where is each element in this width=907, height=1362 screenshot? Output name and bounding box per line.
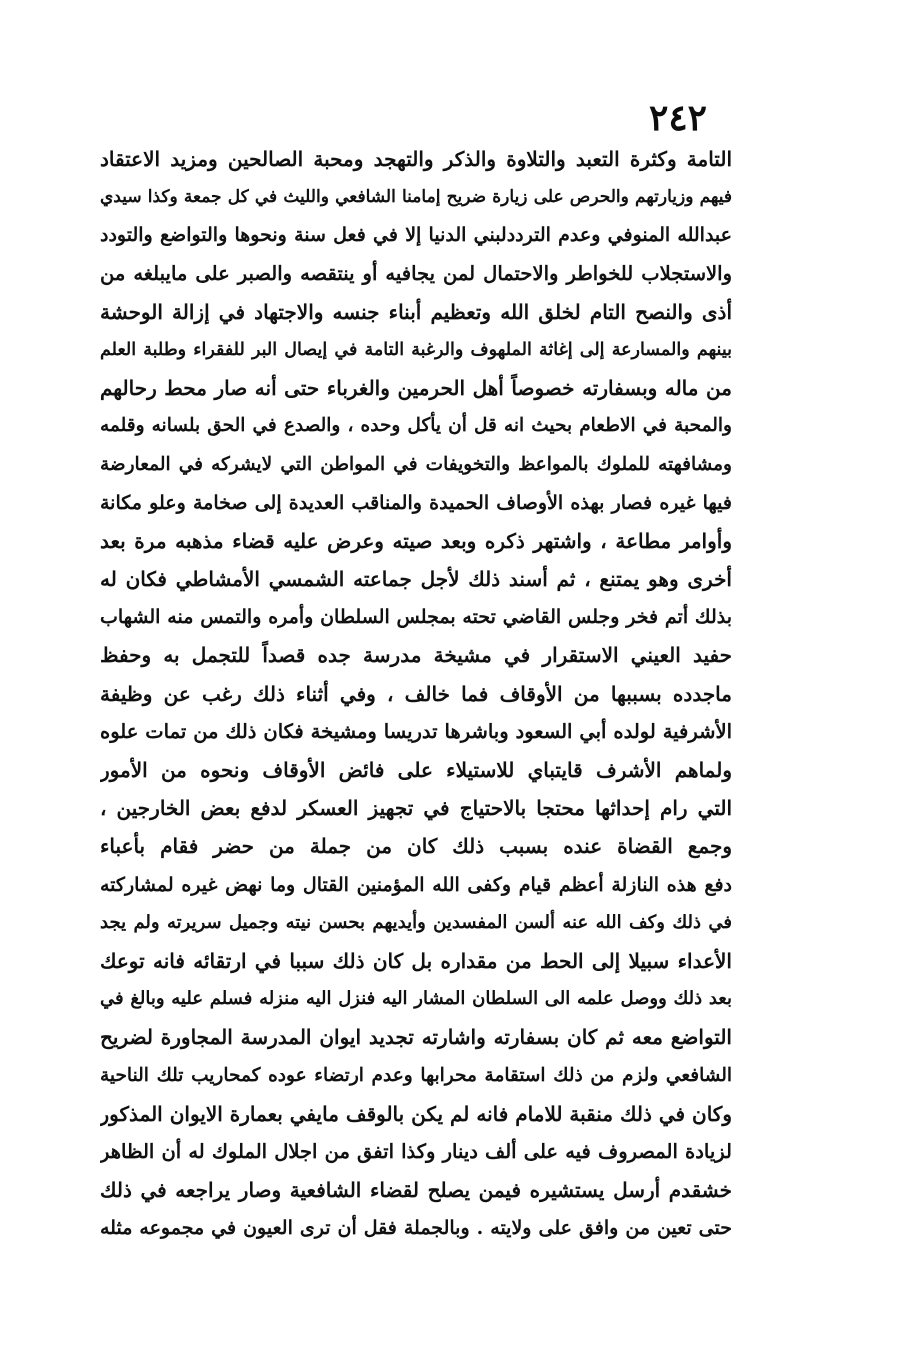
text-line: بينهم والمسارعة إلى إغاثة الملهوف والرغبة التامة في إيصال البر للفقراء وطلبة العلم [100,339,732,360]
text-line: الشافعي ولزم من ذلك استقامة محرابها وعدم ارتضاء عوده كمحاريب تلك الناحية [100,1064,732,1086]
text-line: ومشافهته للملوك بالمواعظ والتخويفات في المواطن التي لايشركه في المعارضة [100,453,732,475]
text-line: أذى والنصح التام لخلق الله وتعظيم أبناء جنسه والاجتهاد في إزالة الوحشة [100,299,732,324]
text-line: من ماله وبسفارته خصوصاً أهل الحرمين والغرباء حتى أنه صار محط رحالهم [100,376,732,401]
text-line: لزيادة المصروف فيه على ألف دينار وكذا اتفق من اجلال الملوك له أن الظاهر [100,1139,732,1163]
text-line: التواضع معه ثم كان بسفارته واشارته تجديد ايوان المدرسة المجاورة لضريح [100,1025,732,1050]
text-line: في ذلك وكف الله عنه ألسن المفسدين وأيديهم بحسن نيته وجميل سريرته ولم يجد [100,911,732,933]
text-line: حتى تعين من وافق على ولايته . وبالجملة فقل أن ترى العيون في مجموعه مثله [100,1217,732,1240]
text-line: فيها غيره فصار بهذه الأوصاف الحميدة والمناقب العديدة إلى صخامة وعلو مكانة [100,491,732,514]
text-line: عبدالله المنوفي وعدم الترددلبني الدنيا إلا في فعل سنة ونحوها والتواضع والتودد [100,224,732,247]
body-text [100,140,732,1247]
text-line: بعد ذلك ووصل علمه الى السلطان المشار اليه فنزل اليه منزله فسلم عليه وبالغ في [100,988,732,1010]
text-line: دفع هذه النازلة أعظم قيام وكفى الله المؤمنين القتال وما نهض غيره لمشاركته [100,873,732,896]
text-line: وجمع القضاة عنده بسبب ذلك كان من جملة من حضر فقام بأعباء [100,834,732,859]
text-line: التي رام إحداثها محتجا بالاحتياج في تجهيز العسكر لدفع بعض الخارجين ، [100,796,732,821]
text-line: حفيد العيني الاستقرار في مشيخة مدرسة جده قصداً للتجمل به وحفظ [100,643,732,668]
text-line: فيهم وزيارتهم والحرص على زيارة ضريح إمامنا الشافعي والليث في كل جمعة وكذا سيدي [100,187,732,208]
text-line: الأشرفية لولده أبي السعود وباشرها تدريسا ومشيخة فكان ذلك من تمات علوه [100,719,732,743]
text-line: وأوامر مطاعة ، واشتهر ذكره وبعد صيته وعرض عليه قضاء مذهبه مرة بعد [100,528,732,553]
text-line: والمحبة في الاطعام بحيث انه قل أن يأكل وحده ، والصدع في الحق بلسانه وقلمه [100,415,732,437]
text-line: أخرى وهو يمتنع ، ثم أسند ذلك لأجل جماعته الشمسي الأمشاطي فكان له [100,567,732,592]
page-number: ٢٤٢ [648,97,707,139]
text-line: وكان في ذلك منقبة للامام فانه لم يكن بالوقف مايفي بعمارة الايوان المذكور [100,1101,732,1126]
text-line: الأعداء سبيلا إلى الحط من مقداره بل كان ذلك سببا في ارتقائه فانه توعك [100,948,732,973]
text-line: بذلك أتم فخر وجلس القاضي تحته بمجلس السلطان وأمره والتمس منه الشهاب [100,606,732,629]
text-line: التامة وكثرة التعبد والتلاوة والذكر والتهجد ومحبة الصالحين ومزيد الاعتقاد [100,147,732,171]
text-line: خشقدم أرسل يستشيره فيمن يصلح لقضاء الشافعية وصار يراجعه في ذلك [100,1178,732,1203]
text-line: ماجدده بسببها من الأوقاف فما خالف ، وفي أثناء ذلك رغب عن وظيفة [100,681,732,706]
text-line: ولماهم الأشرف قايتباي للاستيلاء على فائض الأوقاف ونحوه من الأمور [100,758,732,782]
text-line: والاستجلاب للخواطر والاحتمال لمن يجافيه أو ينتقصه والصبر على مايبلغه من [100,261,732,285]
